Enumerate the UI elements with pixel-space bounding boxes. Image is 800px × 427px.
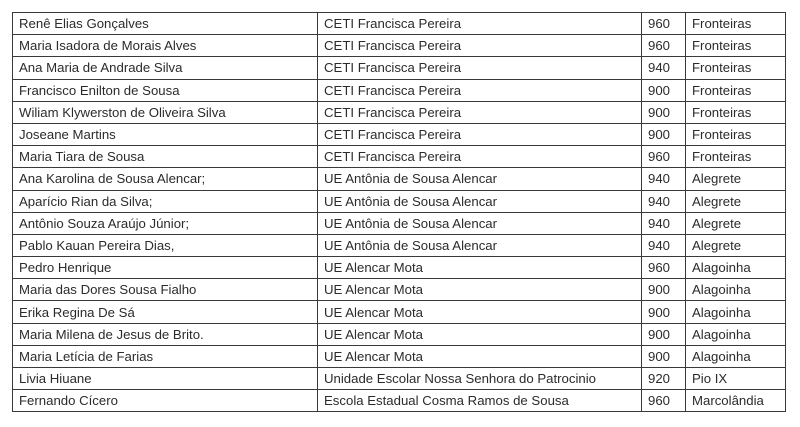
- score-cell: 940: [642, 57, 686, 79]
- score-cell: 920: [642, 368, 686, 390]
- table-row: [13, 123, 786, 145]
- school-name-cell: CETI Francisca Pereira: [318, 123, 642, 145]
- table-row: [13, 279, 786, 301]
- table-row: [13, 190, 786, 212]
- city-cell: Fronteiras: [686, 57, 786, 79]
- table-row: [13, 323, 786, 345]
- table-row: [13, 390, 786, 412]
- score-cell: 940: [642, 168, 686, 190]
- city-cell: Alagoinha: [686, 279, 786, 301]
- school-name-cell: UE Alencar Mota: [318, 301, 642, 323]
- school-name-cell: CETI Francisca Pereira: [318, 57, 642, 79]
- score-cell: 900: [642, 123, 686, 145]
- student-name-cell: Pedro Henrique: [13, 257, 318, 279]
- city-cell: Alegrete: [686, 168, 786, 190]
- table-body: [13, 13, 786, 412]
- city-cell: Fronteiras: [686, 13, 786, 35]
- table-row: [13, 368, 786, 390]
- results-table-container: [12, 12, 785, 412]
- student-name-cell: Maria Milena de Jesus de Brito.: [13, 323, 318, 345]
- city-cell: Alagoinha: [686, 257, 786, 279]
- school-name-cell: CETI Francisca Pereira: [318, 35, 642, 57]
- table-row: [13, 234, 786, 256]
- city-cell: Fronteiras: [686, 101, 786, 123]
- score-cell: 940: [642, 212, 686, 234]
- student-name-cell: Maria Letícia de Farias: [13, 345, 318, 367]
- table-row: [13, 257, 786, 279]
- city-cell: Alagoinha: [686, 301, 786, 323]
- student-name-cell: Antônio Souza Araújo Júnior;: [13, 212, 318, 234]
- school-name-cell: UE Alencar Mota: [318, 345, 642, 367]
- student-name-cell: Maria Tiara de Sousa: [13, 146, 318, 168]
- school-name-cell: CETI Francisca Pereira: [318, 146, 642, 168]
- student-name-cell: Wiliam Klywerston de Oliveira Silva: [13, 101, 318, 123]
- table-row: [13, 146, 786, 168]
- table-row: [13, 13, 786, 35]
- student-name-cell: Francisco Enilton de Sousa: [13, 79, 318, 101]
- city-cell: Marcolândia: [686, 390, 786, 412]
- student-name-cell: Maria das Dores Sousa Fialho: [13, 279, 318, 301]
- student-name-cell: Livia Hiuane: [13, 368, 318, 390]
- score-cell: 900: [642, 279, 686, 301]
- table-row: [13, 168, 786, 190]
- table-row: [13, 79, 786, 101]
- student-name-cell: Joseane Martins: [13, 123, 318, 145]
- score-cell: 960: [642, 35, 686, 57]
- school-name-cell: UE Antônia de Sousa Alencar: [318, 168, 642, 190]
- city-cell: Fronteiras: [686, 79, 786, 101]
- city-cell: Alegrete: [686, 234, 786, 256]
- student-name-cell: Ana Maria de Andrade Silva: [13, 57, 318, 79]
- student-name-cell: Aparício Rian da Silva;: [13, 190, 318, 212]
- score-cell: 940: [642, 234, 686, 256]
- school-name-cell: UE Alencar Mota: [318, 257, 642, 279]
- student-name-cell: Erika Regina De Sá: [13, 301, 318, 323]
- score-cell: 900: [642, 79, 686, 101]
- table-row: [13, 35, 786, 57]
- score-cell: 900: [642, 345, 686, 367]
- results-table: [12, 12, 786, 412]
- score-cell: 960: [642, 257, 686, 279]
- table-row: [13, 212, 786, 234]
- city-cell: Alagoinha: [686, 323, 786, 345]
- score-cell: 960: [642, 390, 686, 412]
- school-name-cell: UE Alencar Mota: [318, 323, 642, 345]
- city-cell: Pio IX: [686, 368, 786, 390]
- table-row: [13, 57, 786, 79]
- table-row: [13, 301, 786, 323]
- school-name-cell: UE Antônia de Sousa Alencar: [318, 190, 642, 212]
- student-name-cell: Pablo Kauan Pereira Dias,: [13, 234, 318, 256]
- student-name-cell: Renê Elias Gonçalves: [13, 13, 318, 35]
- table-row: [13, 101, 786, 123]
- school-name-cell: UE Antônia de Sousa Alencar: [318, 234, 642, 256]
- city-cell: Alagoinha: [686, 345, 786, 367]
- school-name-cell: UE Alencar Mota: [318, 279, 642, 301]
- school-name-cell: CETI Francisca Pereira: [318, 79, 642, 101]
- city-cell: Alegrete: [686, 190, 786, 212]
- city-cell: Fronteiras: [686, 123, 786, 145]
- table-row: [13, 345, 786, 367]
- student-name-cell: Maria Isadora de Morais Alves: [13, 35, 318, 57]
- school-name-cell: CETI Francisca Pereira: [318, 101, 642, 123]
- school-name-cell: UE Antônia de Sousa Alencar: [318, 212, 642, 234]
- school-name-cell: CETI Francisca Pereira: [318, 13, 642, 35]
- score-cell: 900: [642, 323, 686, 345]
- city-cell: Fronteiras: [686, 35, 786, 57]
- city-cell: Alegrete: [686, 212, 786, 234]
- school-name-cell: Escola Estadual Cosma Ramos de Sousa: [318, 390, 642, 412]
- school-name-cell: Unidade Escolar Nossa Senhora do Patrocinio: [318, 368, 642, 390]
- score-cell: 900: [642, 301, 686, 323]
- score-cell: 940: [642, 190, 686, 212]
- score-cell: 960: [642, 146, 686, 168]
- student-name-cell: Fernando Cícero: [13, 390, 318, 412]
- score-cell: 960: [642, 13, 686, 35]
- score-cell: 900: [642, 101, 686, 123]
- city-cell: Fronteiras: [686, 146, 786, 168]
- student-name-cell: Ana Karolina de Sousa Alencar;: [13, 168, 318, 190]
